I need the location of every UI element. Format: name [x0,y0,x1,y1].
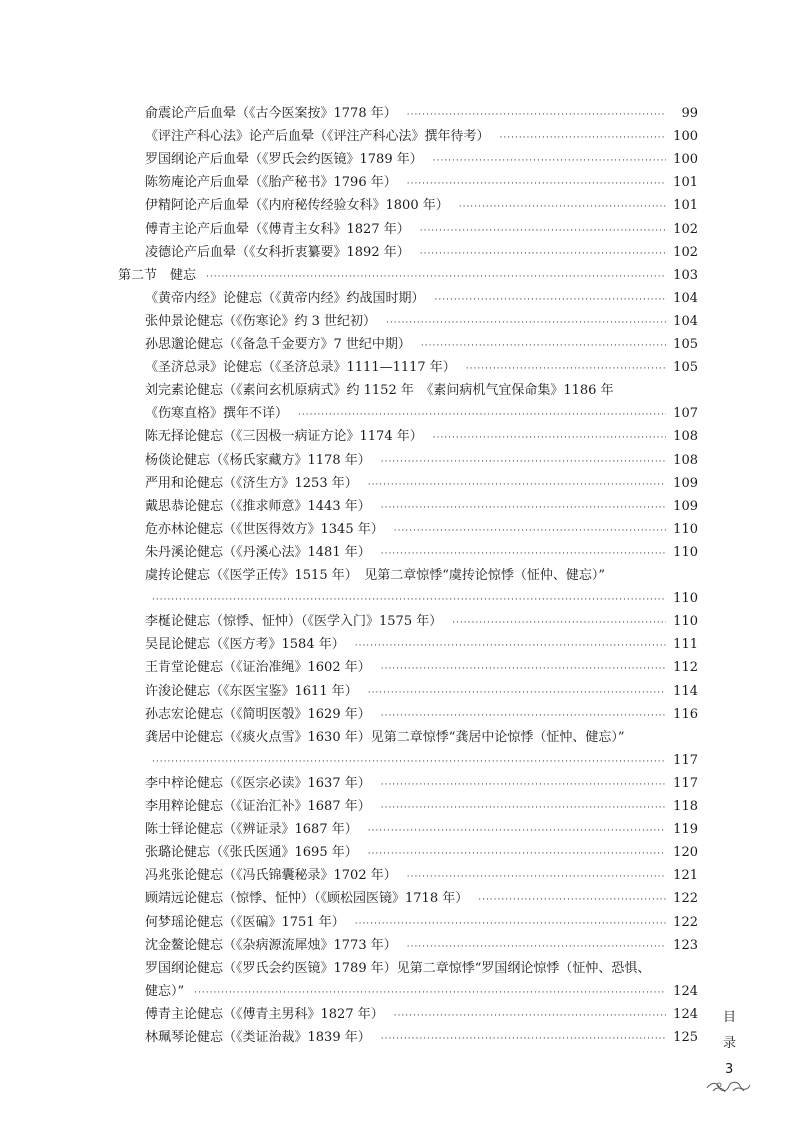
toc-leader-dots [386,313,666,333]
toc-leader-dots [420,221,666,241]
toc-entry-page: 110 [673,591,698,607]
toc-entry [145,1028,698,1048]
toc-entry [145,127,698,147]
toc-leader-dots [433,151,666,171]
toc-entry [145,635,698,655]
toc-entry [145,566,698,586]
toc-leader-dots [407,105,666,125]
toc-leader-dots [152,590,666,610]
toc-entry-title: 《圣济总录》论健忘（《圣济总录》1111—1117 年） [145,360,456,376]
toc-leader-dots [407,174,666,194]
toc-entry-title: 张仲景论健忘（《伤寒论》约 3 世纪初） [145,313,377,329]
toc-leader-dots [206,267,666,287]
toc-entry-title: 吴昆论健忘（《医方考》1584 年） [145,637,345,653]
toc-entry [145,543,698,563]
toc-entry-page: 117 [673,775,698,791]
toc-entry [145,1005,698,1025]
toc-entry [145,497,698,517]
toc-entry-page: 107 [673,406,698,422]
toc-entry-title: 李中梓论健忘（《医宗必读》1637 年） [145,775,371,791]
toc-entry [145,728,698,748]
toc-entry-page: 100 [673,129,698,145]
toc-entry [145,866,698,886]
toc-entry [145,774,698,794]
toc-leader-dots [394,1006,666,1026]
toc-entry-title: 张璐论健忘（《张氏医通》1695 年） [145,845,358,861]
toc-entry [145,889,698,909]
toc-entry-title: 陈无择论健忘（《三因极一病证方论》1174 年） [145,429,423,445]
toc-leader-dots [355,636,666,656]
toc-entry-page: 101 [673,175,698,191]
toc-leader-dots [407,937,666,957]
toc-entry-title: 《评注产科心法》论产后血晕（《评注产科心法》撰年待考） [145,129,490,145]
toc-entry-page: 119 [673,822,698,838]
toc-entry-title: 戴思恭论健忘（《推求师意》1443 年） [145,498,371,514]
toc-leader-dots [381,1029,666,1049]
toc-entry [145,289,698,309]
toc-entry-page: 99 [681,106,698,121]
toc-leader-dots [452,613,666,633]
toc-entry [145,820,698,840]
toc-leader-dots [500,128,666,148]
toc-entry [145,913,698,933]
toc-entry-title: 龚居中论健忘（《痰火点雪》1630 年）见第二章惊悸“龚居中论惊悸（怔忡、健忘）” [145,729,625,745]
toc-entry [145,335,698,355]
toc-entry [145,682,698,702]
toc-leader-dots [394,521,666,541]
toc-entry-page: 112 [673,660,698,676]
toc-entry-title: 严用和论健忘（《济生方》1253 年） [145,475,358,491]
toc-leader-dots [420,244,666,264]
toc-entry-title: 罗国纲论健忘（《罗氏会约医镜》1789 年）见第二章惊悸“罗国纲论惊悸（怔忡、恐惧、 [145,960,651,976]
toc-entry-title: 伊精阿论产后血晕（《内府秘传经验女科》1800 年） [145,198,449,214]
toc-leader-dots [298,405,666,425]
toc-entry-page: 110 [673,521,698,537]
toc-leader-dots [368,821,666,841]
toc-entry [118,266,698,286]
toc-entry-title: 罗国纲论产后血晕（《罗氏会约医镜》1789 年） [145,152,423,168]
toc-leader-dots [407,867,666,887]
toc-entry-page: 105 [673,360,698,376]
toc-entry-title: 凌德论产后血晕（《女科折衷纂要》1892 年） [145,244,410,260]
toc-entry-title: 李梴论健忘（惊悸、怔忡）（《医学入门》1575 年） [145,614,443,630]
toc-entry-title: 俞震论产后血晕（《古今医案按》1778 年） [145,106,397,121]
toc-entry-page: 117 [673,752,698,768]
toc-entry-page: 114 [673,683,698,699]
toc-leader-dots [368,683,666,703]
toc-entry-title: 王肯堂论健忘（《证治准绳》1602 年） [145,660,371,676]
toc-entry-title: 许浚论健忘（《东医宝鉴》1611 年） [145,683,358,699]
toc-entry [145,173,698,193]
toc-entry-page: 124 [673,983,698,999]
toc-entry-page: 101 [673,198,698,214]
toc-leader-dots [478,890,666,910]
toc-entry [145,150,698,170]
toc-entry-title: 孙思邈论健忘（《备急千金要方》7 世纪中期） [145,337,411,352]
toc-entry-title: 陈笏庵论产后血晕（《胎产秘书》1796 年） [145,175,397,191]
toc-entry-title: 杨倓论健忘（《杨氏家藏方》1178 年） [145,452,371,468]
toc-entry [145,797,698,817]
toc-entry [145,381,698,401]
toc-leader-dots [421,336,666,356]
toc-entry [145,404,698,424]
toc-entry-title: 顾靖远论健忘（惊悸、怔忡）（《顾松园医镜》1718 年） [145,891,469,907]
toc-entry-title: 《黄帝内经》论健忘（《黄帝内经》约战国时期） [145,290,425,306]
toc-entry [152,589,698,609]
toc-leader-dots [368,475,666,495]
toc-entry-page: 124 [673,1006,698,1022]
toc-leader-dots [381,452,666,472]
toc-entry-page: 108 [673,452,698,468]
toc-entry [145,196,698,216]
toc-entry [152,751,698,771]
toc-leader-dots [381,706,666,726]
toc-entry-page: 122 [673,914,698,930]
toc-entry-title: 李用粹论健忘（《证治汇补》1687 年） [145,799,371,814]
toc-entry-page: 104 [673,313,698,329]
toc-entry-page: 120 [673,845,698,861]
toc-entry-title: 刘完素论健忘（《素问玄机原病式》约 1152 年 《素问病机气宜保命集》1186 年 [145,383,614,399]
toc-entry-title: 林珮琴论健忘（《类证治裁》1839 年） [145,1030,371,1045]
toc-entry [145,312,698,332]
toc-entry [145,612,698,632]
toc-entry [145,520,698,540]
toc-entry-page: 109 [673,498,698,514]
toc-entry [145,705,698,725]
toc-leader-dots [381,775,666,795]
toc-entry [145,104,698,124]
toc-leader-dots [381,798,666,818]
toc-entry-page: 105 [673,337,698,352]
side-label-lu: 录 [723,1036,737,1051]
toc-leader-dots [152,752,666,772]
toc-leader-dots [355,914,666,934]
page-number: 3 [725,1062,734,1077]
toc-entry-title: 孙志宏论健忘（《简明医彀》1629 年） [145,706,371,722]
toc-entry-page: 104 [673,290,698,306]
toc-entry-page: 110 [673,614,698,630]
toc-entry-title: 《伤寒直格》撰年不详） [145,406,289,422]
toc-entry [145,658,698,678]
toc-leader-dots [381,498,666,518]
toc-entry-title: 傅青主论健忘（《傅青主男科》1827 年） [145,1006,384,1022]
toc-leader-dots [466,359,666,379]
toc-entry-title: 冯兆张论健忘（《冯氏锦囊秘录》1702 年） [145,868,397,884]
toc-entry-page: 116 [673,706,698,722]
toc-entry [145,427,698,447]
toc-entry-page: 102 [673,221,698,237]
toc-leader-dots [459,197,666,217]
toc-entry-title: 朱丹溪论健忘（《丹溪心法》1481 年） [145,544,371,560]
toc-entry-page: 122 [673,891,698,907]
toc-entry-page: 118 [673,799,698,814]
toc-entry-title: 何梦瑶论健忘（《医碥》1751 年） [145,914,345,930]
toc-leader-dots [381,544,666,564]
toc-leader-dots [368,844,666,864]
toc-entry-page: 110 [673,544,698,560]
toc-leader-dots [194,983,666,1003]
toc-entry-title: 傅青主论产后血晕（《傅青主女科》1827 年） [145,221,410,237]
toc-entry-page: 109 [673,475,698,491]
toc-entry [145,936,698,956]
toc-entry-page: 123 [673,937,698,953]
toc-entry-page: 102 [673,244,698,260]
toc-entry [145,451,698,471]
toc-entry-title: 第二节 健忘 [118,267,197,283]
toc-entry-page: 125 [673,1030,698,1045]
toc-entry [145,220,698,240]
toc-entry-page: 111 [673,637,698,653]
toc-entry-title: 沈金鳌论健忘（《杂病源流犀烛》1773 年） [145,937,397,953]
toc-entry [145,474,698,494]
toc-leader-dots [381,659,666,679]
toc-entry-page: 121 [673,868,698,884]
toc-entry [145,243,698,263]
toc-entry-page: 108 [673,429,698,445]
toc-entry [145,358,698,378]
toc-leader-dots [433,428,666,448]
toc-entry-title: 虞抟论健忘（《医学正传》1515 年） 见第二章惊悸“虞抟论惊悸（怔仲、健忘）” [145,568,606,583]
toc-entry [145,982,698,1002]
toc-entry-page: 103 [673,267,698,283]
toc-leader-dots [435,290,666,310]
toc-entry [145,959,698,979]
toc-entry [145,843,698,863]
toc-entry-page: 100 [673,152,698,168]
toc-entry-title: 危亦林论健忘（《世医得效方》1345 年） [145,521,384,537]
toc-entry-title: 健忘）” [145,983,185,999]
toc-entry-title: 陈士铎论健忘（《辨证录》1687 年） [145,822,358,838]
side-label-mu: 目 [723,1010,737,1025]
